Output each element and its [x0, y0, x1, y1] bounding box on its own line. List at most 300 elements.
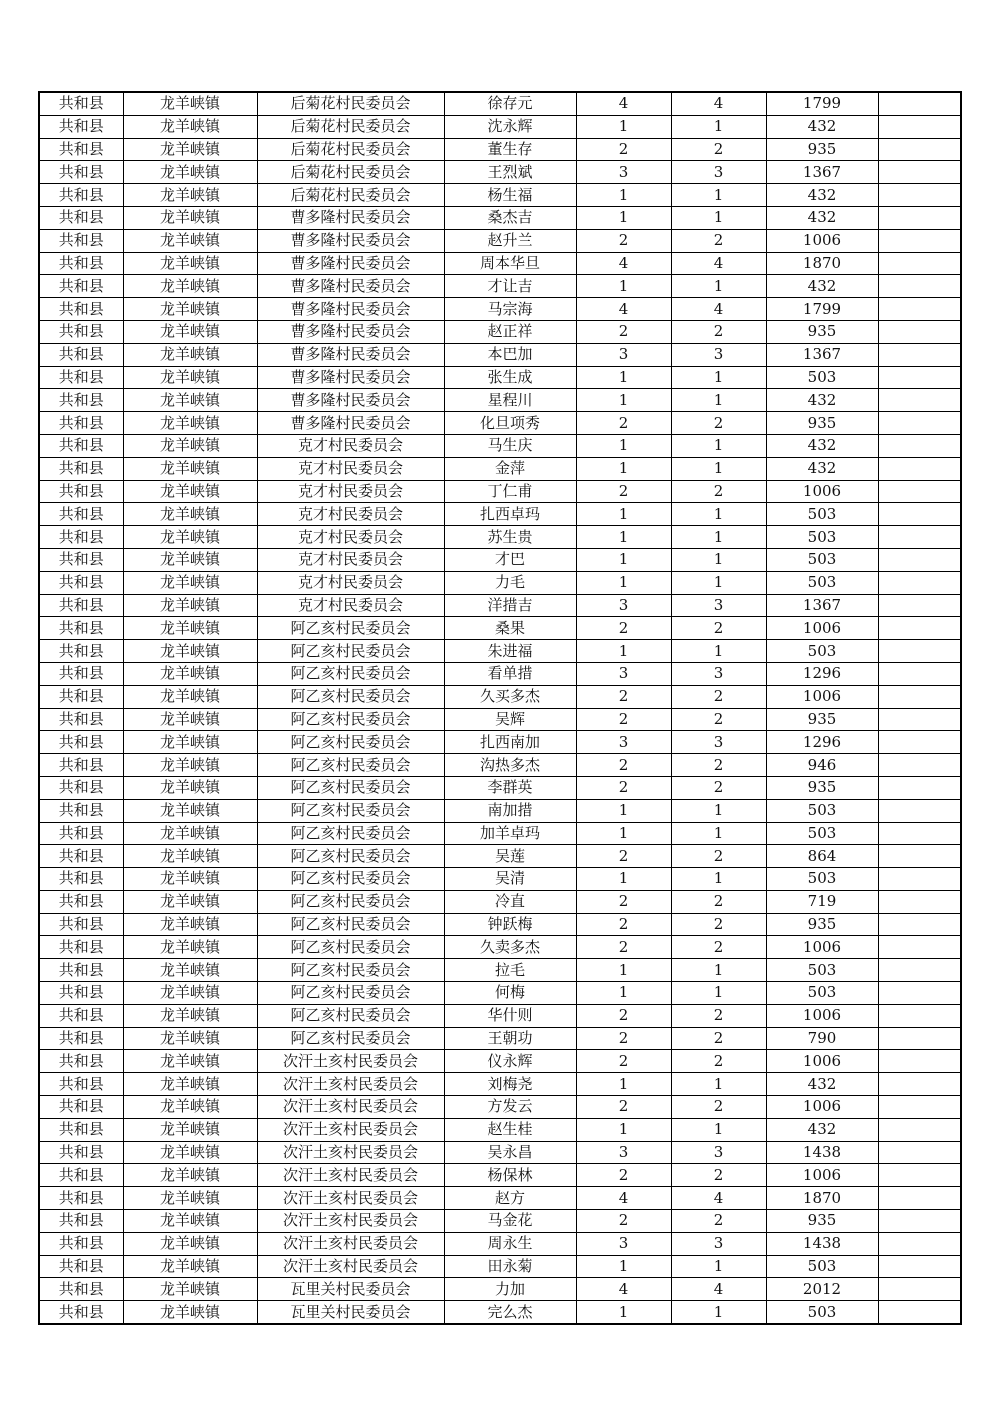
name-cell: 沟热多杰	[444, 754, 576, 777]
name-cell: 周永生	[444, 1232, 576, 1255]
remark-cell	[878, 434, 961, 457]
remark-cell	[878, 799, 961, 822]
town-cell: 龙羊峡镇	[123, 1232, 257, 1255]
amount-cell: 503	[766, 1301, 878, 1324]
covered-count-cell: 3	[671, 731, 766, 754]
table-row	[39, 298, 961, 321]
amount-cell: 503	[766, 822, 878, 845]
county-cell: 共和县	[39, 708, 123, 731]
amount-cell: 503	[766, 1255, 878, 1278]
name-cell: 南加措	[444, 799, 576, 822]
amount-cell: 1006	[766, 685, 878, 708]
household-size-cell: 1	[576, 526, 671, 549]
village-cell: 曹多隆村民委员会	[257, 229, 444, 252]
town-cell: 龙羊峡镇	[123, 959, 257, 982]
amount-cell: 719	[766, 890, 878, 913]
household-size-cell: 1	[576, 457, 671, 480]
village-cell: 瓦里关村民委员会	[257, 1278, 444, 1301]
name-cell: 马宗海	[444, 298, 576, 321]
remark-cell	[878, 343, 961, 366]
remark-cell	[878, 503, 961, 526]
remark-cell	[878, 1027, 961, 1050]
remark-cell	[878, 548, 961, 571]
county-cell: 共和县	[39, 412, 123, 435]
amount-cell: 432	[766, 457, 878, 480]
town-cell: 龙羊峡镇	[123, 1187, 257, 1210]
amount-cell: 1799	[766, 298, 878, 321]
table-row	[39, 640, 961, 663]
village-cell: 阿乙亥村民委员会	[257, 822, 444, 845]
table-row	[39, 617, 961, 640]
county-cell: 共和县	[39, 206, 123, 229]
household-size-cell: 3	[576, 161, 671, 184]
village-cell: 后菊花村民委员会	[257, 138, 444, 161]
table-row	[39, 731, 961, 754]
county-cell: 共和县	[39, 1050, 123, 1073]
county-cell: 共和县	[39, 845, 123, 868]
household-size-cell: 1	[576, 1255, 671, 1278]
table-row	[39, 571, 961, 594]
name-cell: 王烈斌	[444, 161, 576, 184]
town-cell: 龙羊峡镇	[123, 1096, 257, 1119]
town-cell: 龙羊峡镇	[123, 982, 257, 1005]
town-cell: 龙羊峡镇	[123, 206, 257, 229]
household-size-cell: 2	[576, 320, 671, 343]
village-cell: 克才村民委员会	[257, 526, 444, 549]
household-size-cell: 2	[576, 1096, 671, 1119]
remark-cell	[878, 320, 961, 343]
village-cell: 次汗土亥村民委员会	[257, 1050, 444, 1073]
amount-cell: 1870	[766, 252, 878, 275]
village-cell: 后菊花村民委员会	[257, 184, 444, 207]
table-row	[39, 936, 961, 959]
name-cell: 马金花	[444, 1210, 576, 1233]
name-cell: 沈永辉	[444, 115, 576, 138]
remark-cell	[878, 731, 961, 754]
county-cell: 共和县	[39, 1255, 123, 1278]
town-cell: 龙羊峡镇	[123, 1073, 257, 1096]
county-cell: 共和县	[39, 503, 123, 526]
village-cell: 阿乙亥村民委员会	[257, 936, 444, 959]
remark-cell	[878, 571, 961, 594]
covered-count-cell: 3	[671, 662, 766, 685]
county-cell: 共和县	[39, 890, 123, 913]
table-row	[39, 776, 961, 799]
name-cell: 王朝功	[444, 1027, 576, 1050]
remark-cell	[878, 138, 961, 161]
name-cell: 看单措	[444, 662, 576, 685]
remark-cell	[878, 1164, 961, 1187]
amount-cell: 503	[766, 366, 878, 389]
household-size-cell: 4	[576, 252, 671, 275]
covered-count-cell: 2	[671, 1027, 766, 1050]
remark-cell	[878, 868, 961, 891]
name-cell: 本巴加	[444, 343, 576, 366]
covered-count-cell: 1	[671, 184, 766, 207]
village-cell: 克才村民委员会	[257, 480, 444, 503]
table-row	[39, 1164, 961, 1187]
name-cell: 马生庆	[444, 434, 576, 457]
covered-count-cell: 2	[671, 1210, 766, 1233]
table-row	[39, 799, 961, 822]
amount-cell: 503	[766, 640, 878, 663]
village-cell: 阿乙亥村民委员会	[257, 1027, 444, 1050]
table-row	[39, 526, 961, 549]
town-cell: 龙羊峡镇	[123, 138, 257, 161]
table-row	[39, 982, 961, 1005]
village-cell: 后菊花村民委员会	[257, 115, 444, 138]
village-cell: 次汗土亥村民委员会	[257, 1096, 444, 1119]
county-cell: 共和县	[39, 115, 123, 138]
covered-count-cell: 4	[671, 252, 766, 275]
remark-cell	[878, 708, 961, 731]
amount-cell: 432	[766, 115, 878, 138]
remark-cell	[878, 92, 961, 115]
remark-cell	[878, 1232, 961, 1255]
town-cell: 龙羊峡镇	[123, 1278, 257, 1301]
amount-cell: 432	[766, 206, 878, 229]
county-cell: 共和县	[39, 320, 123, 343]
covered-count-cell: 1	[671, 799, 766, 822]
covered-count-cell: 2	[671, 936, 766, 959]
name-cell: 董生存	[444, 138, 576, 161]
county-cell: 共和县	[39, 1278, 123, 1301]
amount-cell: 432	[766, 434, 878, 457]
amount-cell: 1438	[766, 1232, 878, 1255]
household-size-cell: 1	[576, 503, 671, 526]
household-size-cell: 4	[576, 92, 671, 115]
remark-cell	[878, 754, 961, 777]
name-cell: 加羊卓玛	[444, 822, 576, 845]
remark-cell	[878, 1255, 961, 1278]
county-cell: 共和县	[39, 1187, 123, 1210]
name-cell: 钟跃梅	[444, 913, 576, 936]
covered-count-cell: 1	[671, 434, 766, 457]
table-row	[39, 845, 961, 868]
county-cell: 共和县	[39, 799, 123, 822]
county-cell: 共和县	[39, 92, 123, 115]
covered-count-cell: 1	[671, 982, 766, 1005]
town-cell: 龙羊峡镇	[123, 457, 257, 480]
covered-count-cell: 2	[671, 685, 766, 708]
name-cell: 洋措吉	[444, 594, 576, 617]
village-cell: 阿乙亥村民委员会	[257, 731, 444, 754]
remark-cell	[878, 959, 961, 982]
remark-cell	[878, 366, 961, 389]
county-cell: 共和县	[39, 1004, 123, 1027]
town-cell: 龙羊峡镇	[123, 115, 257, 138]
covered-count-cell: 1	[671, 275, 766, 298]
covered-count-cell: 3	[671, 161, 766, 184]
amount-cell: 1367	[766, 343, 878, 366]
covered-count-cell: 2	[671, 708, 766, 731]
village-cell: 后菊花村民委员会	[257, 92, 444, 115]
village-cell: 阿乙亥村民委员会	[257, 868, 444, 891]
household-size-cell: 1	[576, 640, 671, 663]
village-cell: 阿乙亥村民委员会	[257, 1004, 444, 1027]
household-size-cell: 2	[576, 1210, 671, 1233]
village-cell: 后菊花村民委员会	[257, 161, 444, 184]
table-row	[39, 434, 961, 457]
table-row	[39, 275, 961, 298]
town-cell: 龙羊峡镇	[123, 320, 257, 343]
county-cell: 共和县	[39, 275, 123, 298]
covered-count-cell: 1	[671, 1073, 766, 1096]
amount-cell: 503	[766, 799, 878, 822]
household-size-cell: 1	[576, 959, 671, 982]
table-row	[39, 138, 961, 161]
village-cell: 阿乙亥村民委员会	[257, 776, 444, 799]
household-size-cell: 2	[576, 1027, 671, 1050]
town-cell: 龙羊峡镇	[123, 343, 257, 366]
remark-cell	[878, 1210, 961, 1233]
village-cell: 阿乙亥村民委员会	[257, 662, 444, 685]
name-cell: 周本华旦	[444, 252, 576, 275]
county-cell: 共和县	[39, 343, 123, 366]
village-cell: 阿乙亥村民委员会	[257, 708, 444, 731]
remark-cell	[878, 1073, 961, 1096]
name-cell: 才让吉	[444, 275, 576, 298]
amount-cell: 1438	[766, 1141, 878, 1164]
town-cell: 龙羊峡镇	[123, 1141, 257, 1164]
county-cell: 共和县	[39, 822, 123, 845]
amount-cell: 503	[766, 526, 878, 549]
covered-count-cell: 2	[671, 1004, 766, 1027]
county-cell: 共和县	[39, 526, 123, 549]
amount-cell: 1006	[766, 1164, 878, 1187]
table-row	[39, 1027, 961, 1050]
name-cell: 冷直	[444, 890, 576, 913]
town-cell: 龙羊峡镇	[123, 412, 257, 435]
table-row	[39, 366, 961, 389]
remark-cell	[878, 229, 961, 252]
county-cell: 共和县	[39, 184, 123, 207]
household-size-cell: 2	[576, 685, 671, 708]
town-cell: 龙羊峡镇	[123, 389, 257, 412]
name-cell: 朱进福	[444, 640, 576, 663]
remark-cell	[878, 685, 961, 708]
name-cell: 仪永辉	[444, 1050, 576, 1073]
remark-cell	[878, 936, 961, 959]
remark-cell	[878, 184, 961, 207]
village-cell: 曹多隆村民委员会	[257, 252, 444, 275]
table-row	[39, 457, 961, 480]
name-cell: 扎西南加	[444, 731, 576, 754]
household-size-cell: 2	[576, 708, 671, 731]
remark-cell	[878, 617, 961, 640]
table-row	[39, 1073, 961, 1096]
table-row	[39, 959, 961, 982]
covered-count-cell: 2	[671, 776, 766, 799]
name-cell: 久买多杰	[444, 685, 576, 708]
town-cell: 龙羊峡镇	[123, 1301, 257, 1324]
covered-count-cell: 4	[671, 298, 766, 321]
town-cell: 龙羊峡镇	[123, 366, 257, 389]
covered-count-cell: 1	[671, 503, 766, 526]
amount-cell: 935	[766, 138, 878, 161]
covered-count-cell: 1	[671, 1301, 766, 1324]
table-row	[39, 868, 961, 891]
county-cell: 共和县	[39, 1118, 123, 1141]
remark-cell	[878, 1118, 961, 1141]
town-cell: 龙羊峡镇	[123, 480, 257, 503]
name-cell: 方发云	[444, 1096, 576, 1119]
amount-cell: 1367	[766, 594, 878, 617]
county-cell: 共和县	[39, 571, 123, 594]
table-row	[39, 1096, 961, 1119]
amount-cell: 432	[766, 275, 878, 298]
county-cell: 共和县	[39, 366, 123, 389]
town-cell: 龙羊峡镇	[123, 275, 257, 298]
table-row	[39, 206, 961, 229]
table-row	[39, 1050, 961, 1073]
village-cell: 曹多隆村民委员会	[257, 206, 444, 229]
remark-cell	[878, 1187, 961, 1210]
covered-count-cell: 2	[671, 845, 766, 868]
remark-cell	[878, 640, 961, 663]
household-size-cell: 2	[576, 776, 671, 799]
village-cell: 阿乙亥村民委员会	[257, 685, 444, 708]
household-size-cell: 2	[576, 936, 671, 959]
roster-table	[38, 91, 962, 1325]
remark-cell	[878, 115, 961, 138]
name-cell: 杨保林	[444, 1164, 576, 1187]
amount-cell: 935	[766, 320, 878, 343]
remark-cell	[878, 252, 961, 275]
household-size-cell: 1	[576, 1073, 671, 1096]
name-cell: 扎西卓玛	[444, 503, 576, 526]
name-cell: 金萍	[444, 457, 576, 480]
name-cell: 拉毛	[444, 959, 576, 982]
county-cell: 共和县	[39, 1164, 123, 1187]
county-cell: 共和县	[39, 1232, 123, 1255]
table-row	[39, 1278, 961, 1301]
village-cell: 曹多隆村民委员会	[257, 389, 444, 412]
covered-count-cell: 2	[671, 138, 766, 161]
town-cell: 龙羊峡镇	[123, 229, 257, 252]
amount-cell: 1296	[766, 731, 878, 754]
amount-cell: 432	[766, 389, 878, 412]
town-cell: 龙羊峡镇	[123, 754, 257, 777]
table-row	[39, 913, 961, 936]
covered-count-cell: 2	[671, 1096, 766, 1119]
household-size-cell: 2	[576, 229, 671, 252]
name-cell: 丁仁甫	[444, 480, 576, 503]
amount-cell: 503	[766, 868, 878, 891]
remark-cell	[878, 1278, 961, 1301]
covered-count-cell: 1	[671, 115, 766, 138]
table-row	[39, 1004, 961, 1027]
table-row	[39, 685, 961, 708]
remark-cell	[878, 1004, 961, 1027]
town-cell: 龙羊峡镇	[123, 252, 257, 275]
county-cell: 共和县	[39, 252, 123, 275]
household-size-cell: 1	[576, 868, 671, 891]
town-cell: 龙羊峡镇	[123, 1210, 257, 1233]
county-cell: 共和县	[39, 1210, 123, 1233]
table-row	[39, 161, 961, 184]
county-cell: 共和县	[39, 548, 123, 571]
table-row	[39, 1301, 961, 1324]
village-cell: 曹多隆村民委员会	[257, 275, 444, 298]
household-size-cell: 3	[576, 343, 671, 366]
household-size-cell: 3	[576, 731, 671, 754]
covered-count-cell: 1	[671, 959, 766, 982]
covered-count-cell: 3	[671, 594, 766, 617]
covered-count-cell: 4	[671, 92, 766, 115]
county-cell: 共和县	[39, 1141, 123, 1164]
table-row	[39, 1118, 961, 1141]
name-cell: 吴辉	[444, 708, 576, 731]
county-cell: 共和县	[39, 594, 123, 617]
town-cell: 龙羊峡镇	[123, 799, 257, 822]
covered-count-cell: 2	[671, 480, 766, 503]
remark-cell	[878, 457, 961, 480]
village-cell: 曹多隆村民委员会	[257, 320, 444, 343]
village-cell: 阿乙亥村民委员会	[257, 890, 444, 913]
town-cell: 龙羊峡镇	[123, 640, 257, 663]
name-cell: 赵方	[444, 1187, 576, 1210]
town-cell: 龙羊峡镇	[123, 936, 257, 959]
amount-cell: 1367	[766, 161, 878, 184]
amount-cell: 935	[766, 412, 878, 435]
town-cell: 龙羊峡镇	[123, 1255, 257, 1278]
village-cell: 阿乙亥村民委员会	[257, 754, 444, 777]
covered-count-cell: 1	[671, 366, 766, 389]
village-cell: 克才村民委员会	[257, 548, 444, 571]
amount-cell: 946	[766, 754, 878, 777]
household-size-cell: 2	[576, 1004, 671, 1027]
remark-cell	[878, 1096, 961, 1119]
remark-cell	[878, 480, 961, 503]
town-cell: 龙羊峡镇	[123, 685, 257, 708]
town-cell: 龙羊峡镇	[123, 731, 257, 754]
remark-cell	[878, 298, 961, 321]
county-cell: 共和县	[39, 457, 123, 480]
name-cell: 吴莲	[444, 845, 576, 868]
town-cell: 龙羊峡镇	[123, 161, 257, 184]
remark-cell	[878, 1301, 961, 1324]
town-cell: 龙羊峡镇	[123, 662, 257, 685]
covered-count-cell: 1	[671, 526, 766, 549]
amount-cell: 1006	[766, 1050, 878, 1073]
town-cell: 龙羊峡镇	[123, 708, 257, 731]
household-size-cell: 2	[576, 845, 671, 868]
town-cell: 龙羊峡镇	[123, 890, 257, 913]
town-cell: 龙羊峡镇	[123, 617, 257, 640]
covered-count-cell: 1	[671, 206, 766, 229]
remark-cell	[878, 822, 961, 845]
name-cell: 完么杰	[444, 1301, 576, 1324]
table-row	[39, 229, 961, 252]
covered-count-cell: 1	[671, 548, 766, 571]
village-cell: 克才村民委员会	[257, 571, 444, 594]
name-cell: 苏生贵	[444, 526, 576, 549]
amount-cell: 432	[766, 1118, 878, 1141]
county-cell: 共和县	[39, 754, 123, 777]
household-size-cell: 2	[576, 1164, 671, 1187]
household-size-cell: 1	[576, 982, 671, 1005]
town-cell: 龙羊峡镇	[123, 1118, 257, 1141]
village-cell: 次汗土亥村民委员会	[257, 1210, 444, 1233]
household-size-cell: 2	[576, 480, 671, 503]
table-row	[39, 480, 961, 503]
remark-cell	[878, 275, 961, 298]
household-size-cell: 2	[576, 617, 671, 640]
county-cell: 共和县	[39, 1301, 123, 1324]
covered-count-cell: 2	[671, 617, 766, 640]
county-cell: 共和县	[39, 434, 123, 457]
